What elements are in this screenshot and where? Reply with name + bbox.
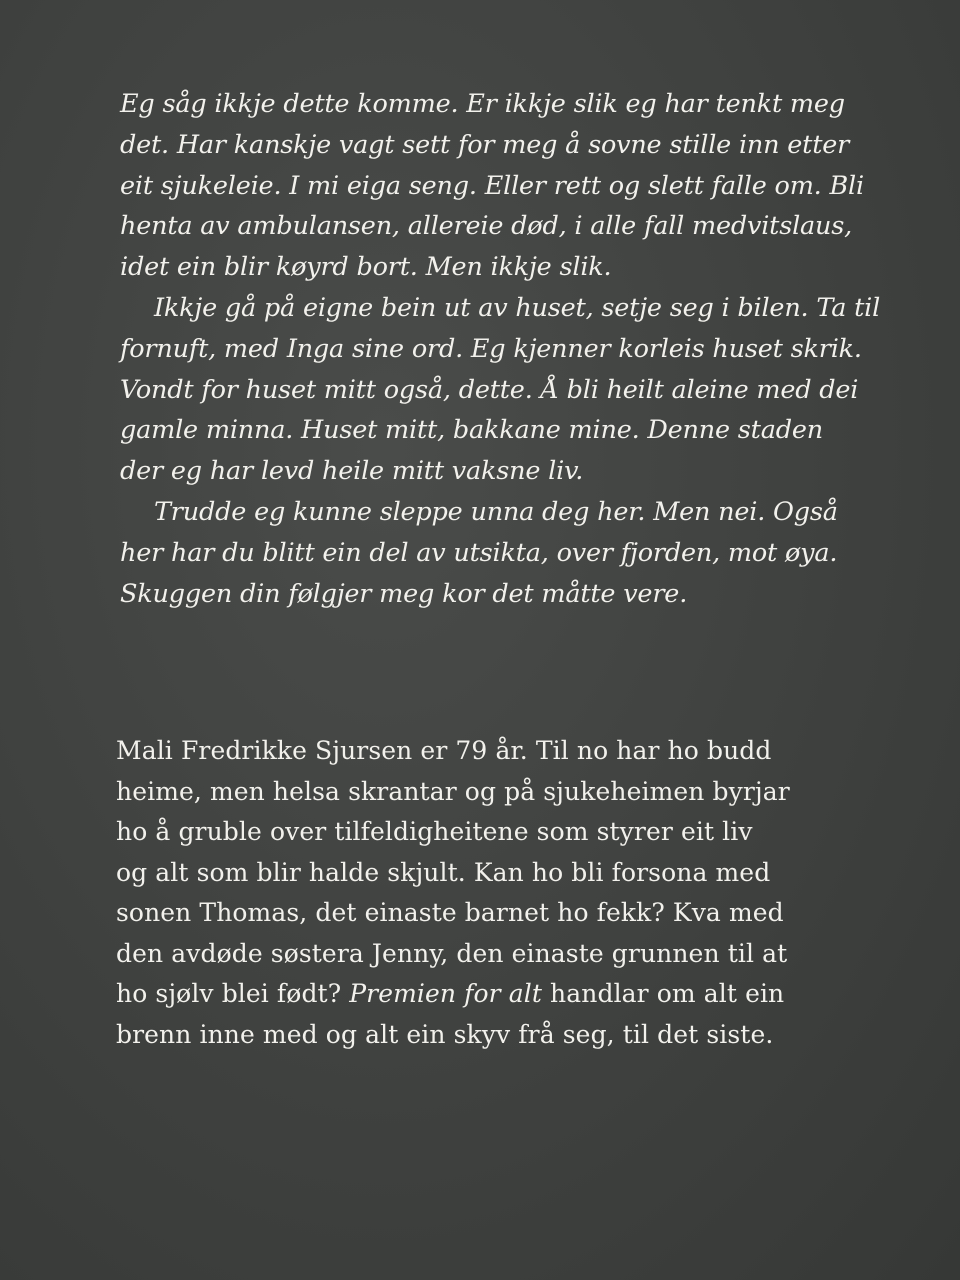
blurb-line: Mali Fredrikke Sjursen er 79 år. Til no har ho budd	[116, 736, 772, 765]
blurb-line: brenn inne med og alt ein skyv frå seg, til det siste.	[116, 1019, 774, 1049]
excerpt-line: Eg såg ikkje dette komme. Er ikkje slik eg har tenkt meg	[120, 89, 845, 119]
blurb-text	[116, 731, 846, 1055]
excerpt-line: fornuft, med Inga sine ord. Eg kjenner korleis huset skrik.	[120, 333, 862, 364]
excerpt-line: idet ein blir køyrd bort. Men ikkje slik.	[120, 252, 612, 283]
blurb-line: ho å gruble over tilfeldigheitene som styrer eit liv	[116, 817, 753, 846]
blurb-line	[116, 974, 846, 1015]
blurb-line: sonen Thomas, det einaste barnet ho fekk? Kva med	[116, 898, 784, 927]
excerpt-line: det. Har kanskje vagt sett for meg å sovne stille inn etter	[120, 129, 850, 160]
excerpt-line: her har du blitt ein del av utsikta, over fjorden, mot øya.	[120, 537, 838, 568]
excerpt-line: Trudde eg kunne sleppe unna deg her. Men nei. Også	[154, 496, 838, 527]
blurb-line: og alt som blir halde skjult. Kan ho bli forsona med	[116, 857, 771, 887]
blurb-line-end: handlar om alt ein	[542, 979, 785, 1008]
excerpt-line: gamle minna. Huset mitt, bakkane mine. Denne staden	[120, 415, 823, 446]
blurb-line-start: ho sjølv blei født?	[116, 979, 350, 1008]
excerpt-line: Vondt for huset mitt også, dette. Å bli heilt aleine med dei	[120, 374, 859, 405]
excerpt-line: Skuggen din følgjer meg kor det måtte vere.	[120, 578, 688, 609]
excerpt-line: eit sjukeleie. I mi eiga seng. Eller rett og slett falle om. Bli	[120, 170, 864, 201]
excerpt-text	[120, 84, 881, 614]
excerpt-line: Ikkje gå på eigne bein ut av huset, setje seg i bilen. Ta til	[154, 292, 881, 323]
excerpt-line: der eg har levd heile mitt vaksne liv.	[120, 456, 584, 487]
blurb-line: heime, men helsa skrantar og på sjukeheimen byrjar	[116, 776, 790, 806]
blurb-title-italic: Premien for alt	[349, 979, 543, 1008]
blurb-line: den avdøde søstera Jenny, den einaste grunnen til at	[116, 938, 788, 968]
excerpt-line: henta av ambulansen, allereie død, i alle fall medvitslaus,	[120, 211, 853, 242]
